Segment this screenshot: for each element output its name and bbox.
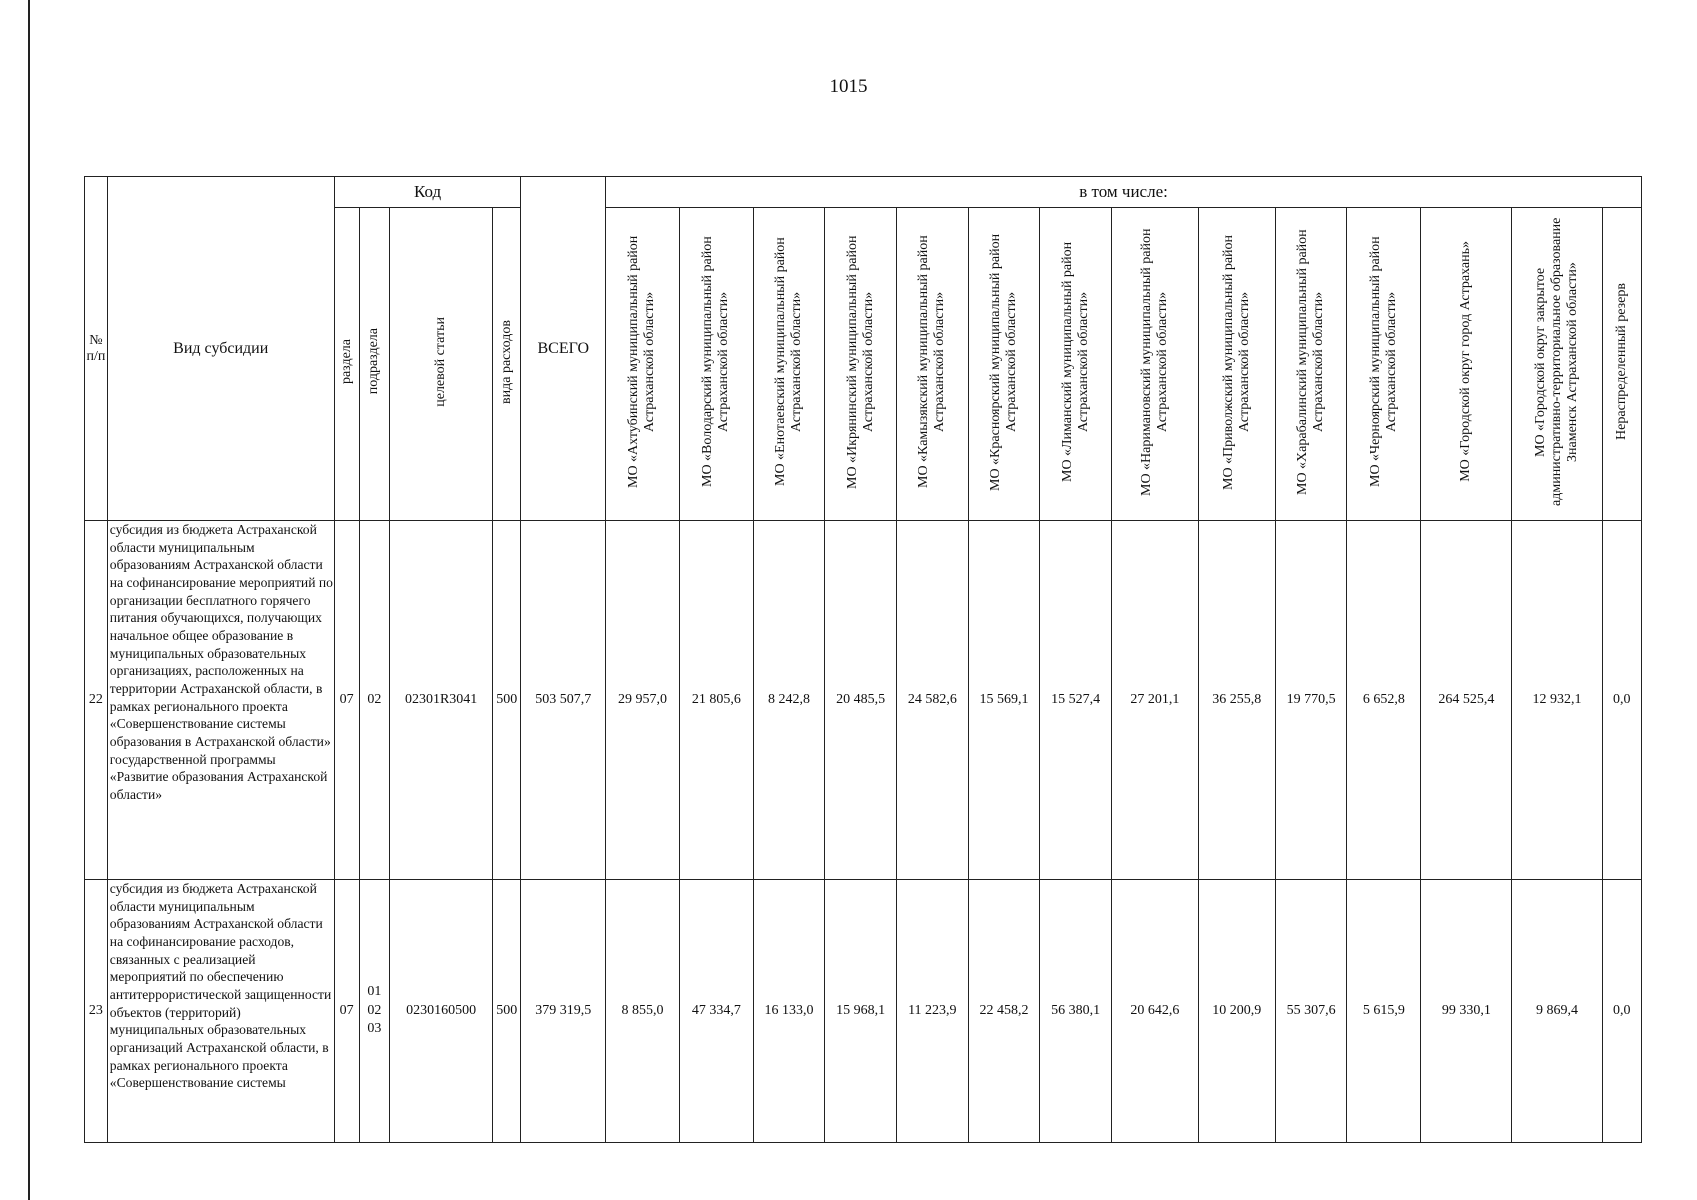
row-value: 21 805,6: [679, 521, 753, 880]
row-tsel: 02301R3041: [390, 521, 493, 880]
header-mo: МО «Икрянинский муниципальный район Астраханской области»: [825, 208, 897, 521]
row-value: 36 255,8: [1198, 521, 1275, 880]
header-mo: МО «Камызякский муниципальный район Астраханской области»: [897, 208, 969, 521]
row-razdel: 07: [334, 521, 359, 880]
row-value: 8 242,8: [753, 521, 825, 880]
row-value: 15 527,4: [1040, 521, 1112, 880]
subsidy-table: [84, 176, 1642, 1143]
header-vid-rash: вида расходов: [493, 208, 521, 521]
header-mo: МО «Лиманский муниципальный район Астраханской области»: [1040, 208, 1112, 521]
table-row: [85, 521, 1642, 880]
row-vsego: 503 507,7: [521, 521, 606, 880]
row-vsego: 379 319,5: [521, 880, 606, 1143]
page-number: 1015: [829, 76, 868, 97]
header-kind: Вид субсидии: [107, 177, 334, 521]
header-podrazdel: подраздела: [359, 208, 389, 521]
binding-line: [28, 0, 30, 1200]
row-value: 11 223,9: [897, 880, 969, 1143]
header-mo: МО «Черноярский муниципальный район Астраханской области»: [1347, 208, 1421, 521]
row-value: 0,0: [1602, 880, 1641, 1143]
header-razdel: раздела: [334, 208, 359, 521]
header-mo: МО «Городской округ закрытое административно-территориальное образование Знаменск Астраханской области»: [1512, 208, 1602, 521]
header-mo: МО «Ахтубинский муниципальный район Астраханской области»: [606, 208, 680, 521]
row-desc: субсидия из бюджета Астраханской области муниципальным образованиям Астраханской области на софинансирование мероприятий по организации бесплатного горячего питания обучающихся, получающих начальное общее образование в муниципальных образовательных организациях, расположенных на территории Астраханской области, в рамках регионального проекта «Совершенствование системы образования в Астраханской области» государственной программы «Развитие образования Астраханской области»: [107, 521, 334, 880]
row-vid: 500: [493, 521, 521, 880]
row-tsel: 0230160500: [390, 880, 493, 1143]
row-podrazdel: 02: [359, 521, 389, 880]
header-mo: МО «Енотаевский муниципальный район Астраханской области»: [753, 208, 825, 521]
header-tsel: целевой статьи: [390, 208, 493, 521]
row-value: 29 957,0: [606, 521, 680, 880]
row-value: 15 569,1: [968, 521, 1040, 880]
row-value: 16 133,0: [753, 880, 825, 1143]
row-value: 24 582,6: [897, 521, 969, 880]
row-value: 47 334,7: [679, 880, 753, 1143]
row-value: 19 770,5: [1275, 521, 1347, 880]
row-value: 56 380,1: [1040, 880, 1112, 1143]
header-mo: МО «Наримановский муниципальный район Астраханской области»: [1111, 208, 1198, 521]
header-row-top: [85, 177, 1642, 208]
header-reserve: Нераспределенный резерв: [1602, 208, 1641, 521]
row-value: 20 642,6: [1111, 880, 1198, 1143]
row-num: 22: [85, 521, 108, 880]
row-value: 99 330,1: [1421, 880, 1512, 1143]
row-value: 5 615,9: [1347, 880, 1421, 1143]
row-vid: 500: [493, 880, 521, 1143]
header-mo: МО «Приволжский муниципальный район Астраханской области»: [1198, 208, 1275, 521]
header-mo: МО «Харабалинский муниципальный район Астраханской области»: [1275, 208, 1347, 521]
header-mo: МО «Красноярский муниципальный район Астраханской области»: [968, 208, 1040, 521]
row-value: 6 652,8: [1347, 521, 1421, 880]
header-num: № п/п: [85, 177, 108, 521]
header-mo: МО «Городской округ город Астрахань»: [1421, 208, 1512, 521]
row-value: 22 458,2: [968, 880, 1040, 1143]
row-desc: субсидия из бюджета Астраханской области муниципальным образованиям Астраханской области на софинансирование расходов, связанных с реализацией мероприятий по обеспечению антитеррористической защищенности объектов (территорий) муниципальных образовательных организаций Астраханской области, в рамках регионального проекта «Совершенствование системы: [107, 880, 334, 1143]
row-value: 15 968,1: [825, 880, 897, 1143]
row-value: 8 855,0: [606, 880, 680, 1143]
row-value: 264 525,4: [1421, 521, 1512, 880]
row-num: 23: [85, 880, 108, 1143]
header-vsego: ВСЕГО: [521, 177, 606, 521]
row-value: 20 485,5: [825, 521, 897, 880]
row-podrazdel: 01 02 03: [359, 880, 389, 1143]
row-value: 27 201,1: [1111, 521, 1198, 880]
header-kod: Код: [334, 177, 521, 208]
row-value: 12 932,1: [1512, 521, 1602, 880]
row-value: 9 869,4: [1512, 880, 1602, 1143]
header-v-tom-chisle: в том числе:: [606, 177, 1642, 208]
header-mo: МО «Володарский муниципальный район Астраханской области»: [679, 208, 753, 521]
row-razdel: 07: [334, 880, 359, 1143]
row-value: 10 200,9: [1198, 880, 1275, 1143]
table-row: [85, 880, 1642, 1143]
row-value: 0,0: [1602, 521, 1641, 880]
row-value: 55 307,6: [1275, 880, 1347, 1143]
